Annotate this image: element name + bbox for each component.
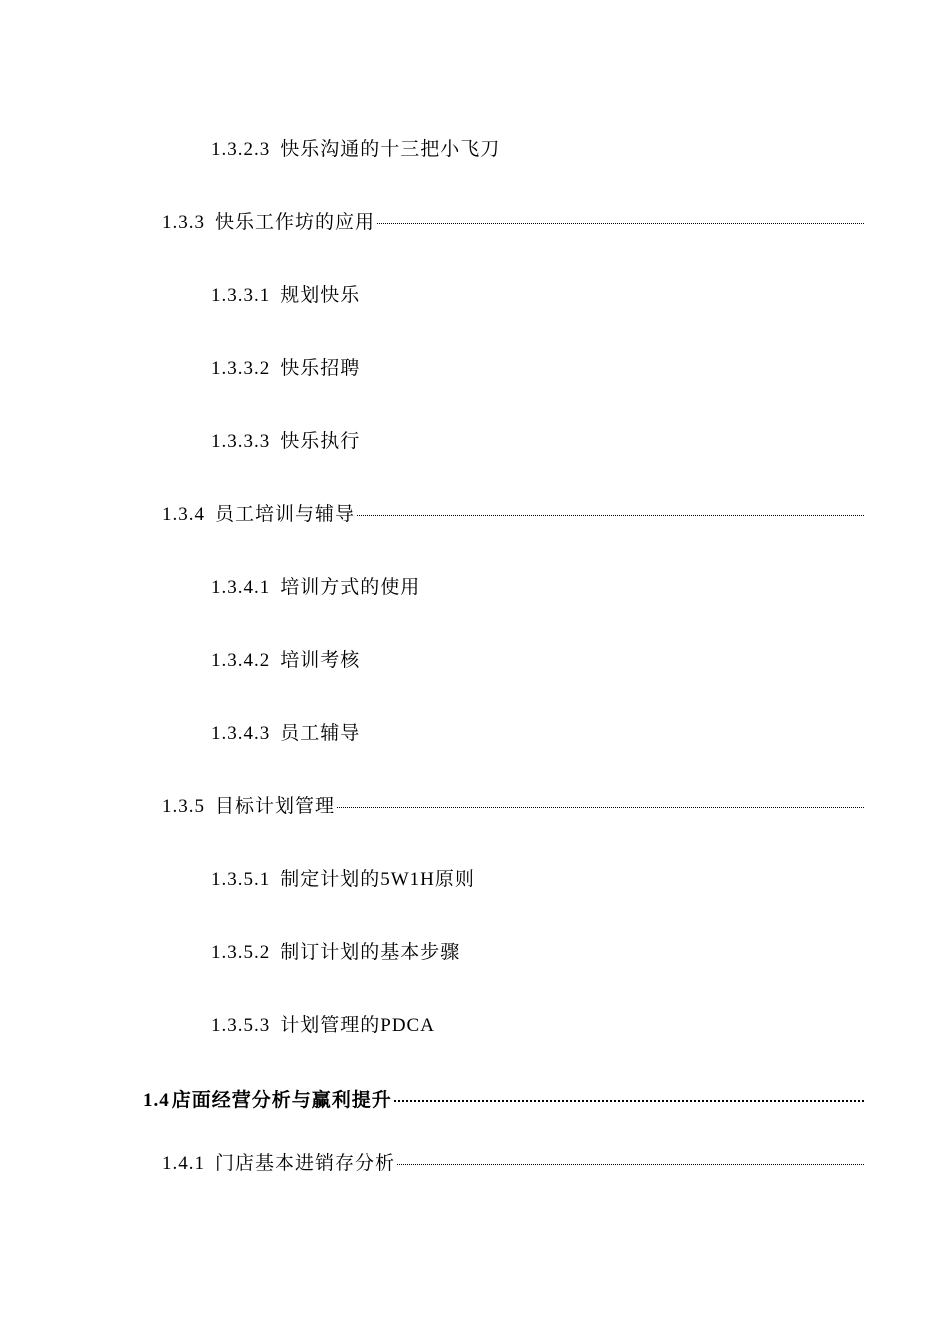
toc-entry-title: 员工辅导 bbox=[280, 723, 361, 744]
toc-entry-number: 1.3.3.2 bbox=[211, 358, 271, 379]
toc-entry-number: 1.3.4.1 bbox=[211, 577, 271, 598]
toc-entry-number: 1.4 bbox=[143, 1090, 170, 1111]
toc-entry-number: 1.3.5 bbox=[162, 796, 205, 817]
toc-entry-title: 员工培训与辅导 bbox=[215, 504, 356, 525]
toc-entry[interactable] bbox=[162, 795, 864, 819]
toc-entry[interactable] bbox=[211, 357, 360, 381]
toc-entry-number: 1.3.3 bbox=[162, 212, 205, 233]
toc-entry-title: 计划管理的PDCA bbox=[280, 1015, 435, 1036]
toc-leader-dots bbox=[337, 807, 864, 808]
toc-entry[interactable] bbox=[162, 211, 864, 235]
toc-entry[interactable] bbox=[162, 1152, 864, 1176]
toc-entry[interactable] bbox=[211, 138, 500, 162]
toc-entry-number: 1.3.3.3 bbox=[211, 431, 271, 452]
toc-leader-dots bbox=[377, 223, 864, 224]
toc-entry-title: 快乐招聘 bbox=[280, 358, 361, 379]
toc-entry[interactable] bbox=[143, 1089, 864, 1113]
toc-entry[interactable] bbox=[162, 503, 864, 527]
toc-entry[interactable] bbox=[211, 649, 360, 673]
toc-entry-title: 门店基本进销存分析 bbox=[215, 1153, 396, 1174]
toc-entry-title: 培训考核 bbox=[280, 650, 361, 671]
toc-entry-title: 店面经营分析与赢利提升 bbox=[171, 1090, 392, 1111]
toc-entry-number: 1.3.5.3 bbox=[211, 1015, 271, 1036]
toc-entry-number: 1.3.5.2 bbox=[211, 942, 271, 963]
toc-entry-title: 快乐工作坊的应用 bbox=[215, 212, 376, 233]
toc-entry-title: 快乐沟通的十三把小飞刀 bbox=[280, 139, 501, 160]
toc-entry[interactable] bbox=[211, 284, 360, 308]
toc-entry-title: 培训方式的使用 bbox=[280, 577, 421, 598]
toc-entry[interactable] bbox=[211, 576, 420, 600]
toc-entry[interactable] bbox=[211, 941, 460, 965]
toc-entry-number: 1.3.4.2 bbox=[211, 650, 271, 671]
toc-leader-dots bbox=[357, 515, 864, 516]
toc-entry-number: 1.3.4 bbox=[162, 504, 205, 525]
toc-entry[interactable] bbox=[211, 868, 475, 892]
toc-leader-dots bbox=[394, 1100, 864, 1102]
toc-leader-dots bbox=[397, 1164, 864, 1165]
toc-entry-title: 规划快乐 bbox=[280, 285, 361, 306]
toc-entry[interactable] bbox=[211, 1014, 435, 1038]
toc-entry[interactable] bbox=[211, 722, 360, 746]
toc-entry-number: 1.3.5.1 bbox=[211, 869, 271, 890]
toc-entry-number: 1.4.1 bbox=[162, 1153, 205, 1174]
toc-entry-number: 1.3.3.1 bbox=[211, 285, 271, 306]
toc-entry-title: 制订计划的基本步骤 bbox=[280, 942, 461, 963]
toc-entry-title: 制定计划的5W1H原则 bbox=[280, 869, 475, 890]
toc-entry-title: 快乐执行 bbox=[280, 431, 361, 452]
toc-entry-number: 1.3.2.3 bbox=[211, 139, 271, 160]
toc-entry-title: 目标计划管理 bbox=[215, 796, 336, 817]
toc-entry-number: 1.3.4.3 bbox=[211, 723, 271, 744]
toc-entry[interactable] bbox=[211, 430, 360, 454]
